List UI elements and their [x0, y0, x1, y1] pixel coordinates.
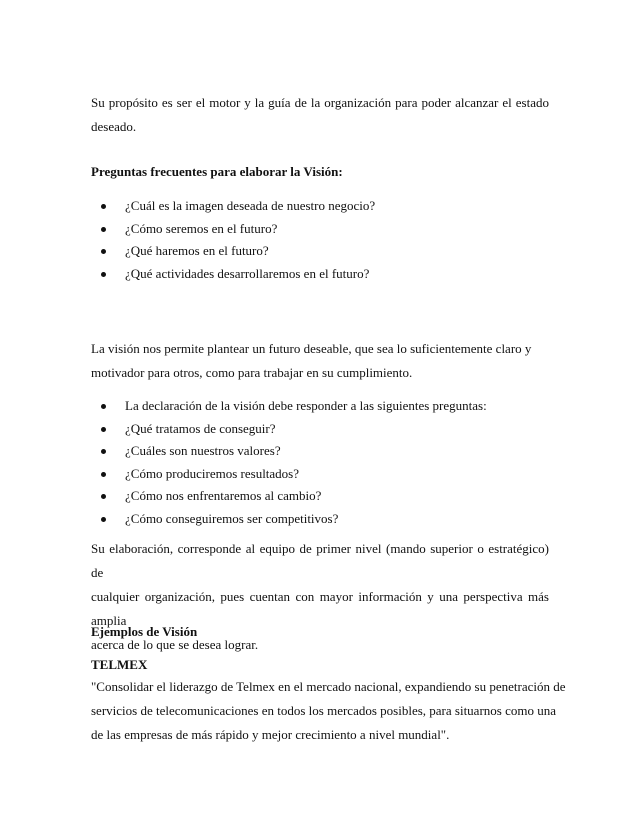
purpose-paragraph — [91, 91, 549, 139]
list-item: ¿Cuáles son nuestros valores? — [91, 440, 549, 463]
paragraph-line: cualquier organización, pues cuentan con mayor información y una perspectiva más amplia — [91, 589, 549, 628]
paragraph-line: de las empresas de más rápido y mejor crecimiento a nivel mundial". — [91, 727, 450, 742]
paragraph-line: motivador para otros, como para trabajar en su cumplimiento. — [91, 365, 413, 380]
paragraph-line: "Consolidar el liderazgo de Telmex en el mercado nacional, expandiendo su penetración de — [91, 679, 566, 694]
list-item: ¿Cómo conseguiremos ser competitivos? — [91, 508, 549, 531]
paragraph-line: Su elaboración, corresponde al equipo de primer nivel (mando superior o estratégico) de — [91, 541, 549, 580]
list-item: ¿Qué tratamos de conseguir? — [91, 418, 549, 441]
vision-quote — [91, 675, 566, 747]
list-item: La declaración de la visión debe responder a las siguientes preguntas: — [91, 395, 549, 418]
examples-heading: Ejemplos de Visión — [91, 624, 198, 639]
declaration-list — [91, 395, 549, 530]
paragraph-line: Su propósito es ser el motor y la guía de la organización para poder alcanzar el estado — [91, 95, 549, 110]
faq-list — [91, 195, 549, 285]
vision-intro-paragraph — [91, 337, 549, 385]
paragraph-line: acerca de lo que se desea lograr. — [91, 637, 259, 652]
list-item: ¿Qué actividades desarrollaremos en el futuro? — [91, 263, 549, 286]
paragraph-line: servicios de telecomunicaciones en todos los mercados posibles, para situarnos como una — [91, 703, 556, 718]
list-item: ¿Cuál es la imagen deseada de nuestro negocio? — [91, 195, 549, 218]
paragraph-line: La visión nos permite plantear un futuro deseable, que sea lo suficientemente claro y — [91, 341, 532, 356]
list-item: ¿Cómo nos enfrentaremos al cambio? — [91, 485, 549, 508]
faq-heading: Preguntas frecuentes para elaborar la Visión: — [91, 164, 343, 179]
list-item: ¿Cómo produciremos resultados? — [91, 463, 549, 486]
paragraph-line: deseado. — [91, 119, 137, 134]
company-name: TELMEX — [91, 657, 148, 672]
list-item: ¿Cómo seremos en el futuro? — [91, 218, 549, 241]
list-item: ¿Qué haremos en el futuro? — [91, 240, 549, 263]
